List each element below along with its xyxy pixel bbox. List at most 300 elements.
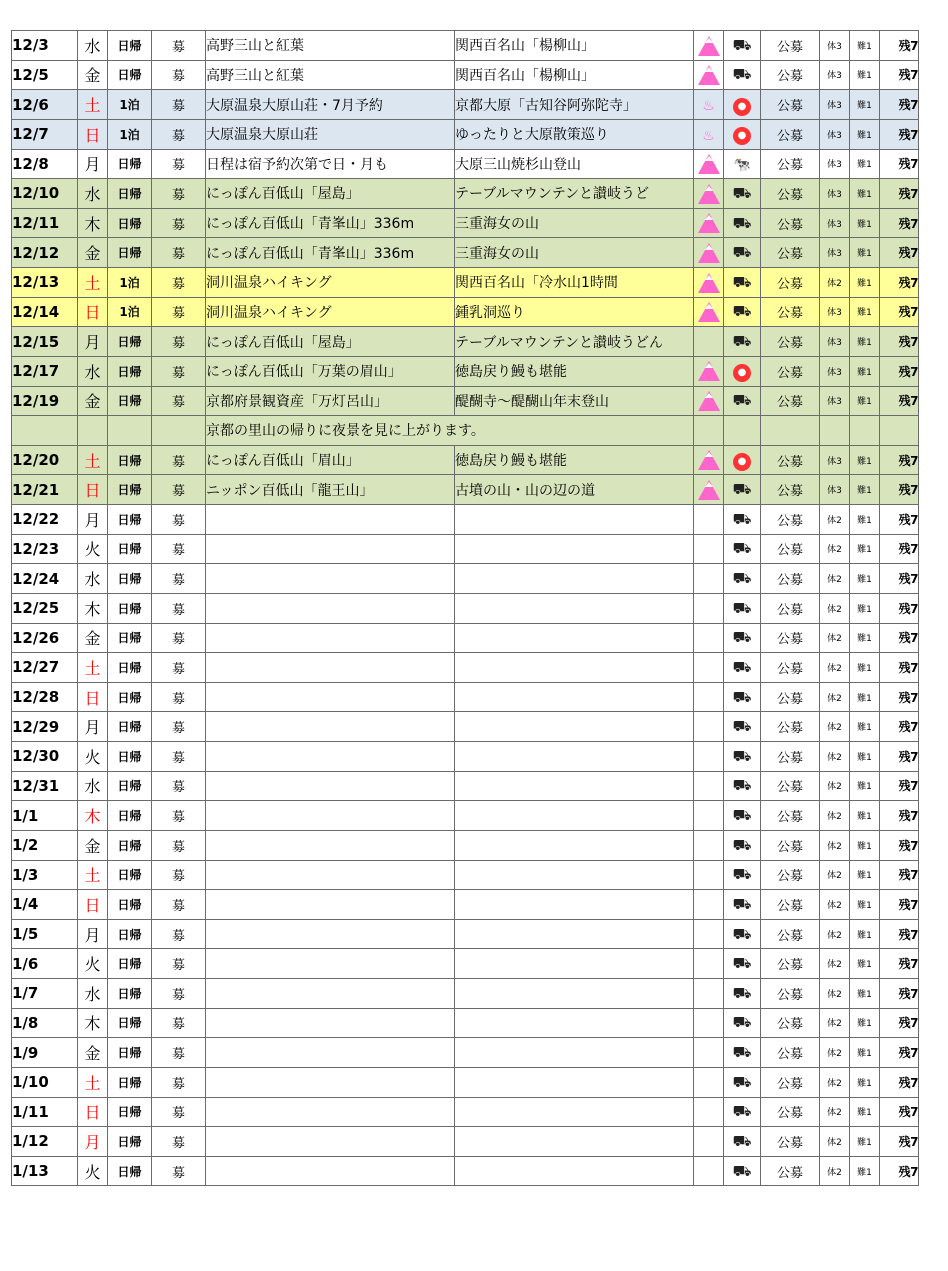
- transport-icon-cell: [724, 1008, 761, 1038]
- remaining-seats-cell: 残7: [880, 1067, 919, 1097]
- date-cell: 12/31: [12, 771, 78, 801]
- difficulty-level-cell: 難1: [850, 860, 880, 890]
- transport-icon-cell: [724, 949, 761, 979]
- category-icon-cell: [694, 208, 724, 238]
- difficulty-level-cell: 難1: [850, 653, 880, 683]
- weekday-cell: 土: [78, 90, 108, 120]
- recruit-mark-cell: 募: [152, 1038, 206, 1068]
- stamina-level-cell: 体3: [820, 119, 850, 149]
- trip-type-cell: 日帰: [108, 771, 152, 801]
- schedule-row: [12, 534, 919, 564]
- schedule-row: [12, 1067, 919, 1097]
- tiger-icon: ●: [733, 453, 751, 471]
- schedule-row: [12, 1097, 919, 1127]
- stamina-level-cell: 体2: [820, 593, 850, 623]
- public-recruit-cell: 公募: [761, 979, 820, 1009]
- trip-title-cell: [206, 623, 455, 653]
- trip-title-cell: [206, 801, 455, 831]
- difficulty-level-cell: 難1: [850, 90, 880, 120]
- date-cell: 1/10: [12, 1067, 78, 1097]
- remaining-seats-cell: 残7: [880, 1008, 919, 1038]
- remaining-seats-cell: 残7: [880, 682, 919, 712]
- empty-cell: [761, 416, 820, 446]
- bus-icon: ⛟: [732, 954, 752, 973]
- weekday-cell: 木: [78, 208, 108, 238]
- trip-type-cell: 日帰: [108, 31, 152, 61]
- stamina-level-cell: 体2: [820, 771, 850, 801]
- date-cell: 1/2: [12, 830, 78, 860]
- trip-subtitle-cell: 古墳の山・山の辺の道: [455, 475, 694, 505]
- stamina-level-cell: 体3: [820, 90, 850, 120]
- trip-subtitle-cell: [455, 830, 694, 860]
- date-cell: 1/3: [12, 860, 78, 890]
- recruit-mark-cell: 募: [152, 386, 206, 416]
- category-icon-cell: [694, 979, 724, 1009]
- difficulty-level-cell: 難1: [850, 505, 880, 535]
- trip-type-cell: 日帰: [108, 801, 152, 831]
- category-icon-cell: [694, 356, 724, 386]
- recruit-mark-cell: 募: [152, 149, 206, 179]
- transport-icon-cell: [724, 60, 761, 90]
- category-icon-cell: [694, 297, 724, 327]
- date-cell: 1/9: [12, 1038, 78, 1068]
- stamina-level-cell: 体2: [820, 742, 850, 772]
- difficulty-level-cell: 難1: [850, 238, 880, 268]
- date-cell: 12/7: [12, 119, 78, 149]
- category-icon-cell: [694, 475, 724, 505]
- date-cell: 1/11: [12, 1097, 78, 1127]
- recruit-mark-cell: 募: [152, 830, 206, 860]
- trip-title-cell: [206, 534, 455, 564]
- mountain-icon: [698, 36, 720, 56]
- difficulty-level-cell: 難1: [850, 31, 880, 61]
- weekday-cell: 水: [78, 979, 108, 1009]
- difficulty-level-cell: 難1: [850, 890, 880, 920]
- weekday-cell: 水: [78, 356, 108, 386]
- schedule-row: [12, 830, 919, 860]
- transport-icon-cell: [724, 1038, 761, 1068]
- public-recruit-cell: 公募: [761, 445, 820, 475]
- stamina-level-cell: 体2: [820, 534, 850, 564]
- schedule-row: [12, 979, 919, 1009]
- remaining-seats-cell: 残7: [880, 564, 919, 594]
- remaining-seats-cell: 残7: [880, 860, 919, 890]
- trip-type-cell: 日帰: [108, 505, 152, 535]
- bus-icon: ⛟: [732, 924, 752, 943]
- difficulty-level-cell: 難1: [850, 830, 880, 860]
- remaining-seats-cell: 残7: [880, 179, 919, 209]
- trip-title-cell: [206, 771, 455, 801]
- trip-type-cell: 日帰: [108, 386, 152, 416]
- weekday-cell: 日: [78, 119, 108, 149]
- weekday-cell: 月: [78, 505, 108, 535]
- recruit-mark-cell: 募: [152, 268, 206, 298]
- category-icon-cell: [694, 860, 724, 890]
- transport-icon-cell: [724, 593, 761, 623]
- schedule-row: [12, 238, 919, 268]
- remaining-seats-cell: 残7: [880, 830, 919, 860]
- weekday-cell: 土: [78, 268, 108, 298]
- schedule-row: [12, 1008, 919, 1038]
- schedule-row: [12, 890, 919, 920]
- difficulty-level-cell: 難1: [850, 208, 880, 238]
- trip-title-cell: [206, 1127, 455, 1157]
- trip-title-cell: [206, 949, 455, 979]
- bus-icon: ⛟: [732, 569, 752, 588]
- date-cell: 12/17: [12, 356, 78, 386]
- schedule-row: [12, 712, 919, 742]
- transport-icon-cell: [724, 505, 761, 535]
- tiger-icon: ●: [733, 127, 751, 145]
- date-cell: 12/5: [12, 60, 78, 90]
- difficulty-level-cell: 難1: [850, 534, 880, 564]
- mountain-icon: [698, 480, 720, 500]
- category-icon-cell: [694, 60, 724, 90]
- trip-title-cell: にっぽん百低山「万葉の眉山」: [206, 356, 455, 386]
- trip-title-cell: [206, 979, 455, 1009]
- transport-icon-cell: [724, 238, 761, 268]
- difficulty-level-cell: 難1: [850, 564, 880, 594]
- transport-icon-cell: [724, 742, 761, 772]
- bus-icon: ⛟: [732, 717, 752, 736]
- date-cell: 12/19: [12, 386, 78, 416]
- remaining-seats-cell: 残7: [880, 593, 919, 623]
- stamina-level-cell: 体3: [820, 297, 850, 327]
- trip-subtitle-cell: 大原三山焼杉山登山: [455, 149, 694, 179]
- trip-subtitle-cell: 徳島戻り鰻も堪能: [455, 445, 694, 475]
- recruit-mark-cell: 募: [152, 297, 206, 327]
- recruit-mark-cell: 募: [152, 860, 206, 890]
- trip-title-cell: [206, 1038, 455, 1068]
- weekday-cell: 水: [78, 31, 108, 61]
- trip-type-cell: 日帰: [108, 890, 152, 920]
- empty-cell: [694, 416, 724, 446]
- weekday-cell: 土: [78, 445, 108, 475]
- trip-subtitle-cell: [455, 505, 694, 535]
- transport-icon-cell: [724, 534, 761, 564]
- date-cell: 12/27: [12, 653, 78, 683]
- trip-subtitle-cell: [455, 919, 694, 949]
- category-icon-cell: [694, 653, 724, 683]
- category-icon-cell: [694, 327, 724, 357]
- recruit-mark-cell: 募: [152, 208, 206, 238]
- weekday-cell: 水: [78, 771, 108, 801]
- weekday-cell: 土: [78, 860, 108, 890]
- bus-icon: ⛟: [732, 835, 752, 854]
- transport-icon-cell: [724, 297, 761, 327]
- remaining-seats-cell: 残7: [880, 1097, 919, 1127]
- trip-subtitle-cell: [455, 949, 694, 979]
- schedule-row: [12, 1127, 919, 1157]
- public-recruit-cell: 公募: [761, 712, 820, 742]
- category-icon-cell: [694, 149, 724, 179]
- category-icon-cell: [694, 1067, 724, 1097]
- recruit-mark-cell: 募: [152, 238, 206, 268]
- trip-type-cell: 日帰: [108, 564, 152, 594]
- trip-title-cell: [206, 1097, 455, 1127]
- weekday-cell: 木: [78, 1008, 108, 1038]
- trip-type-cell: 日帰: [108, 1038, 152, 1068]
- weekday-cell: 金: [78, 60, 108, 90]
- transport-icon-cell: [724, 712, 761, 742]
- difficulty-level-cell: 難1: [850, 1127, 880, 1157]
- trip-subtitle-cell: 京都大原「古知谷阿弥陀寺」: [455, 90, 694, 120]
- schedule-row: [12, 919, 919, 949]
- public-recruit-cell: 公募: [761, 1156, 820, 1186]
- difficulty-level-cell: 難1: [850, 119, 880, 149]
- trip-subtitle-cell: [455, 860, 694, 890]
- difficulty-level-cell: 難1: [850, 682, 880, 712]
- trip-subtitle-cell: [455, 1127, 694, 1157]
- trip-subtitle-cell: [455, 682, 694, 712]
- public-recruit-cell: 公募: [761, 238, 820, 268]
- schedule-row: [12, 60, 919, 90]
- category-icon-cell: [694, 801, 724, 831]
- schedule-row: [12, 386, 919, 416]
- trip-type-cell: 日帰: [108, 179, 152, 209]
- schedule-body: [12, 31, 919, 1186]
- stamina-level-cell: 体2: [820, 1097, 850, 1127]
- trip-type-cell: 日帰: [108, 534, 152, 564]
- remaining-seats-cell: 残7: [880, 801, 919, 831]
- stamina-level-cell: 体3: [820, 238, 850, 268]
- transport-icon-cell: [724, 801, 761, 831]
- schedule-row: [12, 564, 919, 594]
- date-cell: 1/6: [12, 949, 78, 979]
- bus-icon: ⛟: [732, 539, 752, 558]
- schedule-row: [12, 297, 919, 327]
- stamina-level-cell: 体2: [820, 268, 850, 298]
- category-icon-cell: [694, 1097, 724, 1127]
- trip-subtitle-cell: [455, 1008, 694, 1038]
- recruit-mark-cell: 募: [152, 60, 206, 90]
- schedule-row: [12, 119, 919, 149]
- category-icon-cell: [694, 712, 724, 742]
- trip-type-cell: 日帰: [108, 742, 152, 772]
- date-cell: 1/13: [12, 1156, 78, 1186]
- stamina-level-cell: 体3: [820, 327, 850, 357]
- public-recruit-cell: 公募: [761, 890, 820, 920]
- date-cell: 12/26: [12, 623, 78, 653]
- remaining-seats-cell: 残7: [880, 386, 919, 416]
- note-text: 京都の里山の帰りに夜景を見に上がります。: [206, 416, 694, 446]
- transport-icon-cell: [724, 979, 761, 1009]
- bus-icon: ⛟: [732, 983, 752, 1002]
- schedule-row: [12, 149, 919, 179]
- schedule-table: [11, 30, 919, 1186]
- stamina-level-cell: 体2: [820, 505, 850, 535]
- recruit-mark-cell: 募: [152, 445, 206, 475]
- public-recruit-cell: 公募: [761, 1127, 820, 1157]
- trip-title-cell: にっぽん百低山「青峯山」336m: [206, 208, 455, 238]
- remaining-seats-cell: 残7: [880, 356, 919, 386]
- recruit-mark-cell: 募: [152, 623, 206, 653]
- trip-subtitle-cell: [455, 653, 694, 683]
- category-icon-cell: [694, 445, 724, 475]
- category-icon-cell: [694, 830, 724, 860]
- transport-icon-cell: [724, 919, 761, 949]
- remaining-seats-cell: 残7: [880, 208, 919, 238]
- trip-subtitle-cell: [455, 1156, 694, 1186]
- weekday-cell: 金: [78, 238, 108, 268]
- recruit-mark-cell: 募: [152, 1097, 206, 1127]
- transport-icon-cell: [724, 890, 761, 920]
- trip-type-cell: 日帰: [108, 327, 152, 357]
- trip-subtitle-cell: [455, 623, 694, 653]
- schedule-row: [12, 860, 919, 890]
- trip-subtitle-cell: [455, 1067, 694, 1097]
- remaining-seats-cell: 残7: [880, 919, 919, 949]
- remaining-seats-cell: 残7: [880, 742, 919, 772]
- trip-title-cell: 高野三山と紅葉: [206, 60, 455, 90]
- schedule-row: [12, 327, 919, 357]
- recruit-mark-cell: 募: [152, 90, 206, 120]
- difficulty-level-cell: 難1: [850, 742, 880, 772]
- trip-title-cell: [206, 919, 455, 949]
- schedule-row: [12, 949, 919, 979]
- weekday-cell: 水: [78, 564, 108, 594]
- trip-subtitle-cell: 三重海女の山: [455, 238, 694, 268]
- cow-icon: 🐄: [733, 157, 751, 174]
- trip-subtitle-cell: 徳島戻り鰻も堪能: [455, 356, 694, 386]
- remaining-seats-cell: 残7: [880, 475, 919, 505]
- bus-icon: ⛟: [732, 1161, 752, 1180]
- bus-icon: ⛟: [732, 1131, 752, 1150]
- public-recruit-cell: 公募: [761, 327, 820, 357]
- date-cell: 12/10: [12, 179, 78, 209]
- mountain-icon: [698, 391, 720, 411]
- transport-icon-cell: [724, 90, 761, 120]
- bus-icon: ⛟: [732, 35, 752, 54]
- public-recruit-cell: 公募: [761, 60, 820, 90]
- hot-spring-icon: ♨: [702, 127, 715, 144]
- transport-icon-cell: [724, 623, 761, 653]
- bus-icon: ⛟: [732, 628, 752, 647]
- remaining-seats-cell: 残7: [880, 949, 919, 979]
- transport-icon-cell: [724, 386, 761, 416]
- weekday-cell: 日: [78, 682, 108, 712]
- transport-icon-cell: [724, 1067, 761, 1097]
- trip-subtitle-cell: 関西百名山「楊柳山」: [455, 31, 694, 61]
- trip-title-cell: 大原温泉大原山荘・7月予約: [206, 90, 455, 120]
- bus-icon: ⛟: [732, 302, 752, 321]
- weekday-cell: 月: [78, 712, 108, 742]
- stamina-level-cell: 体2: [820, 712, 850, 742]
- date-cell: 12/20: [12, 445, 78, 475]
- public-recruit-cell: 公募: [761, 475, 820, 505]
- bus-icon: ⛟: [732, 687, 752, 706]
- trip-subtitle-cell: [455, 979, 694, 1009]
- public-recruit-cell: 公募: [761, 179, 820, 209]
- tiger-icon: ●: [733, 98, 751, 116]
- trip-title-cell: 京都府景観資産「万灯呂山」: [206, 386, 455, 416]
- trip-type-cell: 1泊: [108, 119, 152, 149]
- stamina-level-cell: 体2: [820, 919, 850, 949]
- mountain-icon: [698, 302, 720, 322]
- remaining-seats-cell: 残7: [880, 149, 919, 179]
- category-icon-cell: [694, 1127, 724, 1157]
- difficulty-level-cell: 難1: [850, 771, 880, 801]
- transport-icon-cell: [724, 564, 761, 594]
- recruit-mark-cell: 募: [152, 1008, 206, 1038]
- weekday-cell: 金: [78, 623, 108, 653]
- empty-cell: [12, 416, 78, 446]
- trip-title-cell: にっぽん百低山「青峯山」336m: [206, 238, 455, 268]
- public-recruit-cell: 公募: [761, 919, 820, 949]
- difficulty-level-cell: 難1: [850, 60, 880, 90]
- stamina-level-cell: 体2: [820, 860, 850, 890]
- weekday-cell: 火: [78, 949, 108, 979]
- weekday-cell: 金: [78, 1038, 108, 1068]
- trip-subtitle-cell: 三重海女の山: [455, 208, 694, 238]
- difficulty-level-cell: 難1: [850, 268, 880, 298]
- empty-cell: [108, 416, 152, 446]
- transport-icon-cell: [724, 119, 761, 149]
- bus-icon: ⛟: [732, 1013, 752, 1032]
- bus-icon: ⛟: [732, 509, 752, 528]
- weekday-cell: 日: [78, 890, 108, 920]
- schedule-row: [12, 445, 919, 475]
- recruit-mark-cell: 募: [152, 505, 206, 535]
- difficulty-level-cell: 難1: [850, 593, 880, 623]
- bus-icon: ⛟: [732, 243, 752, 262]
- transport-icon-cell: [724, 208, 761, 238]
- trip-subtitle-cell: [455, 742, 694, 772]
- trip-type-cell: 1泊: [108, 297, 152, 327]
- schedule-row: [12, 268, 919, 298]
- stamina-level-cell: 体2: [820, 949, 850, 979]
- remaining-seats-cell: 残7: [880, 979, 919, 1009]
- transport-icon-cell: [724, 1156, 761, 1186]
- bus-icon: ⛟: [732, 272, 752, 291]
- recruit-mark-cell: 募: [152, 801, 206, 831]
- schedule-row: [12, 90, 919, 120]
- trip-type-cell: 日帰: [108, 682, 152, 712]
- trip-subtitle-cell: テーブルマウンテンと讃岐うどん: [455, 327, 694, 357]
- trip-title-cell: [206, 682, 455, 712]
- transport-icon-cell: [724, 327, 761, 357]
- weekday-cell: 金: [78, 830, 108, 860]
- difficulty-level-cell: 難1: [850, 1067, 880, 1097]
- trip-subtitle-cell: 関西百名山「冷水山1時間: [455, 268, 694, 298]
- public-recruit-cell: 公募: [761, 593, 820, 623]
- weekday-cell: 月: [78, 919, 108, 949]
- public-recruit-cell: 公募: [761, 623, 820, 653]
- date-cell: 12/3: [12, 31, 78, 61]
- recruit-mark-cell: 募: [152, 534, 206, 564]
- category-icon-cell: [694, 1038, 724, 1068]
- date-cell: 12/29: [12, 712, 78, 742]
- stamina-level-cell: 体2: [820, 1008, 850, 1038]
- category-icon-cell: [694, 238, 724, 268]
- trip-subtitle-cell: 鍾乳洞巡り: [455, 297, 694, 327]
- bus-icon: ⛟: [732, 746, 752, 765]
- bus-icon: ⛟: [732, 598, 752, 617]
- recruit-mark-cell: 募: [152, 593, 206, 623]
- recruit-mark-cell: 募: [152, 179, 206, 209]
- recruit-mark-cell: 募: [152, 1067, 206, 1097]
- trip-type-cell: 日帰: [108, 830, 152, 860]
- difficulty-level-cell: 難1: [850, 801, 880, 831]
- date-cell: 12/24: [12, 564, 78, 594]
- schedule-row: [12, 208, 919, 238]
- trip-subtitle-cell: [455, 564, 694, 594]
- difficulty-level-cell: 難1: [850, 475, 880, 505]
- weekday-cell: 月: [78, 149, 108, 179]
- trip-type-cell: 日帰: [108, 712, 152, 742]
- public-recruit-cell: 公募: [761, 682, 820, 712]
- bus-icon: ⛟: [732, 183, 752, 202]
